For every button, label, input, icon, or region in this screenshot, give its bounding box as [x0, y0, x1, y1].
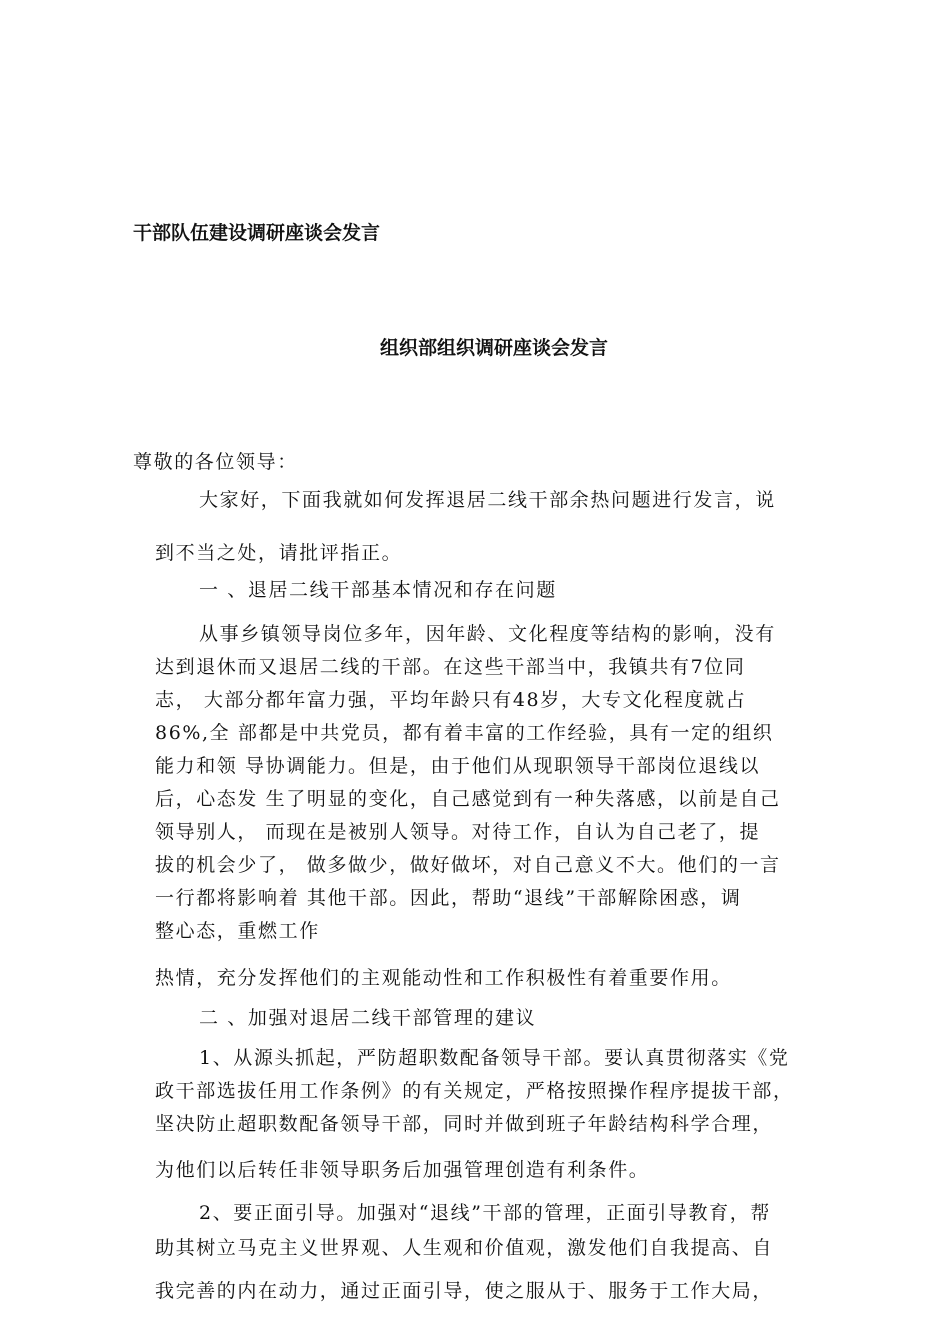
- paragraph-line: 后，心态发 生了明显的变化，自己感觉到有一种失落感，以前是自己: [155, 788, 781, 810]
- salutation: 尊敬的各位领导：: [133, 451, 298, 473]
- paragraph-line: 86%,全 部都是中共党员，都有着丰富的工作经验，具有一定的组织: [155, 722, 774, 744]
- paragraph-line: 大家好，下面我就如何发挥退居二线干部余热问题进行发言，说: [199, 489, 776, 511]
- paragraph-line: 从事乡镇领导岗位多年，因年龄、文化程度等结构的影响，没有: [199, 623, 776, 645]
- paragraph-line: 一行都将影响着 其他干部。因此，帮助“退线”干部解除困惑，调: [155, 887, 742, 909]
- paragraph-line: 热情，充分发挥他们的主观能动性和工作积极性有着重要作用。: [155, 967, 732, 989]
- paragraph-line: 领导别人， 而现在是被别人领导。对待工作，自认为自己老了，提: [155, 821, 761, 843]
- paragraph-line: 整心态，重燃工作: [155, 920, 320, 942]
- paragraph-line: 我完善的内在动力，通过正面引导，使之服从于、服务于工作大局，: [155, 1280, 774, 1302]
- paragraph-line: 为他们以后转任非领导职务后加强管理创造有利条件。: [155, 1159, 650, 1181]
- paragraph-line: 到不当之处，请批评指正。: [155, 542, 403, 564]
- paragraph-line: 志， 大部分都年富力强，平均年龄只有48岁，大专文化程度就占: [155, 689, 747, 711]
- document-title: 干部队伍建设调研座谈会发言: [133, 222, 381, 244]
- paragraph-line: 助其树立马克主义世界观、人生观和价值观，激发他们自我提高、自: [155, 1237, 774, 1259]
- section-heading: 一 、退居二线干部基本情况和存在问题: [199, 579, 557, 601]
- paragraph-line: 坚决防止超职数配备领导干部，同时并做到班子年龄结构科学合理，: [155, 1113, 774, 1135]
- paragraph-line: 能力和领 导协调能力。但是，由于他们从现职领导干部岗位退线以: [155, 755, 761, 777]
- section-heading: 二 、加强对退居二线干部管理的建议: [199, 1007, 537, 1029]
- paragraph-line: 达到退休而又退居二线的干部。在这些干部当中，我镇共有7位同: [155, 656, 746, 678]
- speech-title: 组织部组织调研座谈会发言: [380, 337, 609, 359]
- paragraph-line: 拔的机会少了， 做多做少，做好做坏，对自己意义不大。他们的一言: [155, 854, 781, 876]
- paragraph-line: 1、从源头抓起，严防超职数配备领导干部。要认真贯彻落实《党: [199, 1047, 790, 1069]
- paragraph-line: 2、要正面引导。加强对“退线”干部的管理，正面引导教育，帮: [199, 1202, 771, 1224]
- paragraph-line: 政干部选拔任用工作条例》的有关规定，严格按照操作程序提拔干部，: [155, 1080, 794, 1102]
